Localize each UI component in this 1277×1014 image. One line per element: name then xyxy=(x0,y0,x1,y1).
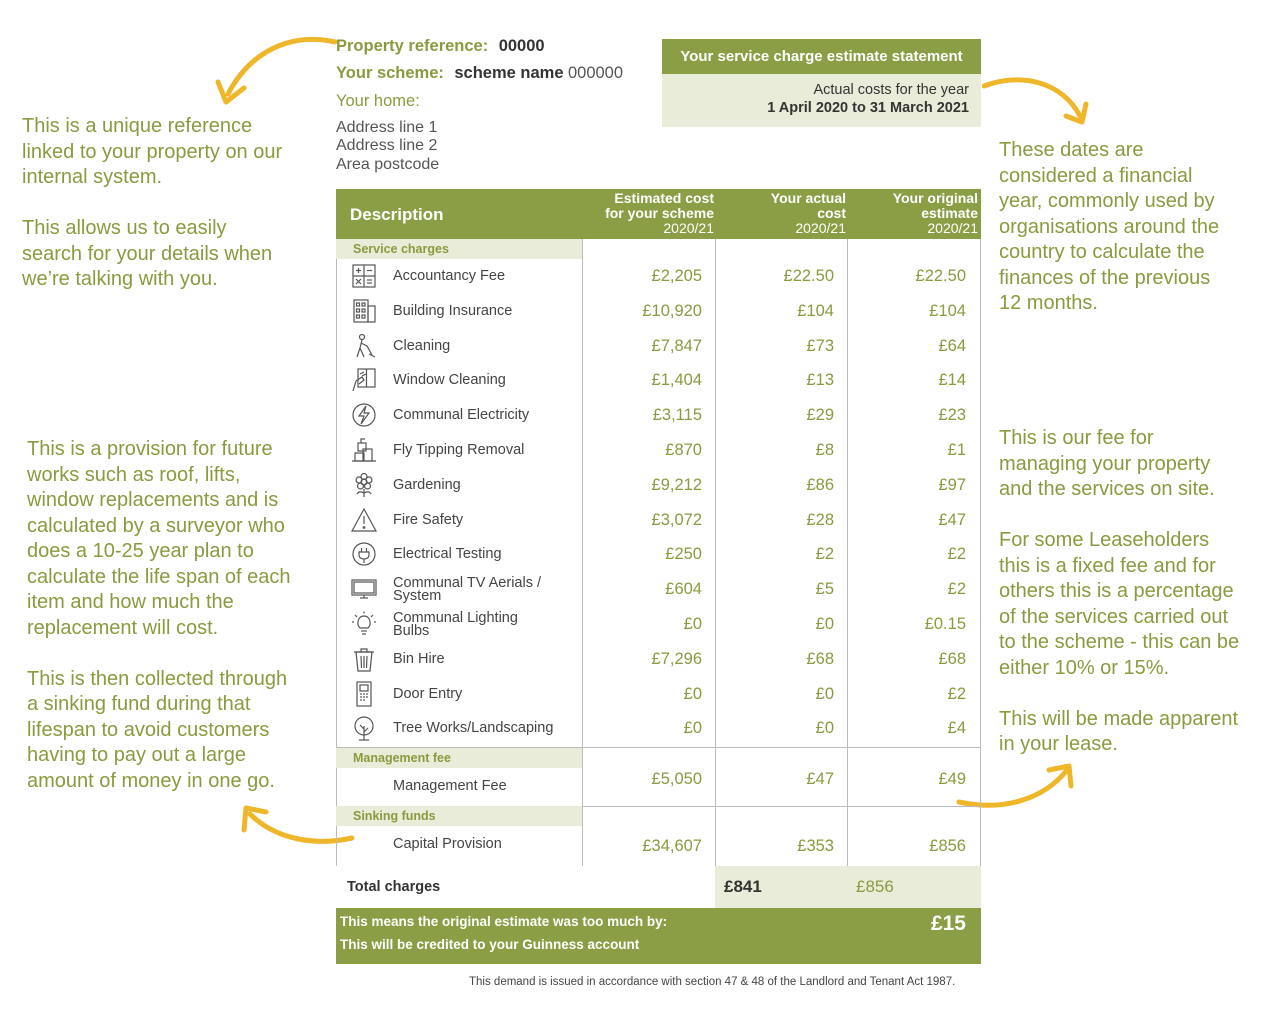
annotation-sinking-fund: This is a provision for future works such as roof, lifts, window replacements and is calculated by a surveyor who does a 10-25 year plan to calculate the life span of each item and how much the replacement will cost. This is then collected through a sinking fund during that lifespan to avoid customers having to pay out a large amount of money in one go. xyxy=(27,438,291,792)
total-actual: £841 xyxy=(724,877,762,896)
statement-period: 1 April 2020 to 31 March 2021 xyxy=(767,100,969,116)
row-estimated: £2,205 xyxy=(651,267,702,285)
row-estimated: £3,072 xyxy=(651,510,702,529)
table-row xyxy=(336,503,981,537)
scheme xyxy=(336,64,623,83)
section-service-charges: Service charges xyxy=(336,239,582,259)
lightning-icon xyxy=(350,402,378,428)
warning-icon xyxy=(350,507,378,533)
rubbish-pile-icon xyxy=(350,437,378,463)
row-estimated: £3,115 xyxy=(652,406,702,425)
building-icon xyxy=(350,298,378,324)
tv-icon xyxy=(350,576,378,602)
row-label: Electrical Testing xyxy=(393,546,502,563)
cleaner-icon xyxy=(350,333,378,359)
row-label: Fire Safety xyxy=(393,511,464,528)
table-row xyxy=(336,468,981,502)
table-row xyxy=(336,259,981,293)
row-original: £47 xyxy=(938,510,966,529)
table-row xyxy=(336,572,981,606)
service-charge-table xyxy=(336,189,981,965)
scheme-name: scheme name xyxy=(454,64,564,82)
column-estimated xyxy=(586,191,714,236)
row-original: £1 xyxy=(947,441,966,459)
row-label-line-1: Communal Lighting xyxy=(393,610,518,626)
table-row xyxy=(336,607,981,641)
row-estimated: £0 xyxy=(683,684,702,703)
row-original: £2 xyxy=(947,580,966,599)
row-original: £22.50 xyxy=(915,267,966,285)
row-label: Window Cleaning xyxy=(393,372,506,389)
window-cleaning-icon xyxy=(350,367,378,393)
row-label: Gardening xyxy=(393,476,461,493)
light-bulb-icon xyxy=(350,611,378,637)
table-row xyxy=(336,329,981,363)
scheme-label: Your scheme: xyxy=(336,64,444,82)
table-header xyxy=(336,189,981,239)
total-label: Total charges xyxy=(347,879,441,895)
arrow-to-dates-icon xyxy=(982,72,1092,132)
row-label-line-2: System xyxy=(393,588,442,605)
row-actual: £22.50 xyxy=(783,267,834,285)
table-row-capital-provision xyxy=(336,826,981,866)
row-original: £68 xyxy=(938,649,966,668)
row-actual: £73 xyxy=(806,336,834,355)
row-original: £97 xyxy=(938,475,966,494)
row-estimated: £250 xyxy=(665,545,702,564)
row-estimated: £7,847 xyxy=(651,336,702,355)
row-label-line-1: Communal TV Aerials / xyxy=(393,575,542,592)
property-reference-value: 00000 xyxy=(498,37,545,55)
row-estimated: £9,212 xyxy=(651,475,702,494)
row-label: Capital Provision xyxy=(393,836,502,852)
section-management-fee: Management fee xyxy=(336,748,582,768)
property-reference-label: Property reference: xyxy=(336,37,489,55)
address-postcode: Area postcode xyxy=(336,156,440,173)
column-actual xyxy=(726,191,846,236)
property-reference xyxy=(336,37,545,56)
row-estimated: £870 xyxy=(665,441,702,459)
table-row xyxy=(336,363,981,397)
row-actual: £28 xyxy=(806,510,834,529)
bin-icon xyxy=(350,646,378,672)
statement-period-box xyxy=(662,74,981,127)
row-actual: £47 xyxy=(806,770,834,788)
statement-title: Your service charge estimate statement xyxy=(662,39,981,74)
tree-icon xyxy=(350,715,378,741)
row-estimated: £0 xyxy=(683,719,702,738)
column-actual-year: 2020/21 xyxy=(795,220,846,236)
row-label: Management Fee xyxy=(393,778,507,794)
address-line-2: Address line 2 xyxy=(336,137,438,154)
annotation-reference: This is a unique reference linked to your property on our internal system. This allows us to easily search for your details when we’re talking with you. xyxy=(22,115,283,290)
column-actual-line1: Your actual xyxy=(770,190,846,206)
table-row xyxy=(336,537,981,571)
legal-footnote: This demand is issued in accordance with section 47 & 48 of the Landlord and Tenant Act 1987. xyxy=(469,976,956,988)
credit-banner xyxy=(336,908,981,964)
row-estimated: £0 xyxy=(683,615,702,633)
column-estimated-line1: Estimated cost xyxy=(614,190,714,206)
table-row xyxy=(336,294,981,328)
column-original-line2: estimate xyxy=(921,205,978,221)
credit-amount: £15 xyxy=(930,912,966,935)
row-actual: £353 xyxy=(797,837,834,855)
annotation-financial-year: These dates are considered a financial year, commonly used by organisations around the country to calculate the finances of the previous 12 months. xyxy=(999,139,1220,314)
column-original-line1: Your original xyxy=(892,190,978,206)
column-estimated-year: 2020/21 xyxy=(663,220,714,236)
total-row xyxy=(336,866,981,908)
row-original: £2 xyxy=(947,684,966,703)
statement-period-label: Actual costs for the year xyxy=(813,82,969,98)
address-line-1: Address line 1 xyxy=(336,119,438,136)
row-estimated: £5,050 xyxy=(651,770,702,788)
scheme-number: 000000 xyxy=(567,64,624,82)
row-estimated: £7,296 xyxy=(651,649,702,668)
row-label xyxy=(393,577,573,603)
credit-line-2: This will be credited to your Guinness account xyxy=(340,937,640,952)
door-entry-icon xyxy=(350,681,378,707)
row-actual: £2 xyxy=(815,545,834,564)
row-estimated: £34,607 xyxy=(642,837,702,855)
row-original: £2 xyxy=(947,545,966,564)
row-actual: £0 xyxy=(815,719,834,738)
row-original: £0.15 xyxy=(924,615,966,633)
row-actual: £0 xyxy=(815,615,834,633)
row-actual: £8 xyxy=(815,441,834,459)
row-original: £49 xyxy=(938,770,966,788)
row-actual: £29 xyxy=(806,406,834,425)
row-label: Door Entry xyxy=(393,685,463,702)
row-actual: £5 xyxy=(815,580,834,599)
table-row xyxy=(336,677,981,711)
row-label: Building Insurance xyxy=(393,302,513,319)
arrow-to-reference-icon xyxy=(210,32,340,112)
credit-line-1: This means the original estimate was too much by: xyxy=(340,914,668,929)
row-estimated: £10,920 xyxy=(642,301,702,320)
row-actual: £104 xyxy=(797,301,834,320)
column-description: Description xyxy=(350,205,444,224)
total-original: £856 xyxy=(856,877,894,896)
row-original: £64 xyxy=(938,336,966,355)
row-label: Tree Works/Landscaping xyxy=(393,720,554,737)
table-row xyxy=(336,711,981,745)
calculator-icon xyxy=(350,263,378,289)
row-original: £23 xyxy=(938,406,966,425)
section-sinking-funds: Sinking funds xyxy=(336,806,582,826)
home-label: Your home: xyxy=(336,92,420,110)
row-original: £14 xyxy=(938,371,966,390)
row-label: Bin Hire xyxy=(393,650,445,667)
column-estimated-line2: for your scheme xyxy=(605,205,714,221)
table-row xyxy=(336,642,981,676)
row-label: Fly Tipping Removal xyxy=(393,442,525,458)
row-actual: £68 xyxy=(806,649,834,668)
table-row xyxy=(336,433,981,467)
row-actual: £86 xyxy=(806,475,834,494)
row-actual: £13 xyxy=(806,371,834,390)
row-label: Accountancy Fee xyxy=(393,268,506,284)
row-actual: £0 xyxy=(815,684,834,703)
column-actual-line2: cost xyxy=(817,205,846,221)
row-label-line-2: Bulbs xyxy=(393,623,430,639)
column-original xyxy=(856,191,978,236)
flower-icon xyxy=(350,472,378,498)
row-estimated: £604 xyxy=(665,580,702,599)
row-original: £104 xyxy=(929,301,966,320)
row-estimated: £1,404 xyxy=(651,371,702,390)
plug-icon xyxy=(350,541,378,567)
row-original: £4 xyxy=(947,719,966,738)
column-original-year: 2020/21 xyxy=(927,220,978,236)
annotation-management-fee: This is our fee for managing your property and the services on site. For some Leaseholders this is a fixed fee and for others this is a percentage of the services carried out to the scheme - this can be either 10% or 15%. This will be made apparent in your lease. xyxy=(999,427,1240,755)
row-label: Communal Electricity xyxy=(393,407,530,424)
row-label xyxy=(393,612,573,638)
row-original: £856 xyxy=(929,837,966,855)
table-row-management-fee xyxy=(336,768,981,806)
table-row xyxy=(336,398,981,432)
row-label: Cleaning xyxy=(393,337,451,354)
